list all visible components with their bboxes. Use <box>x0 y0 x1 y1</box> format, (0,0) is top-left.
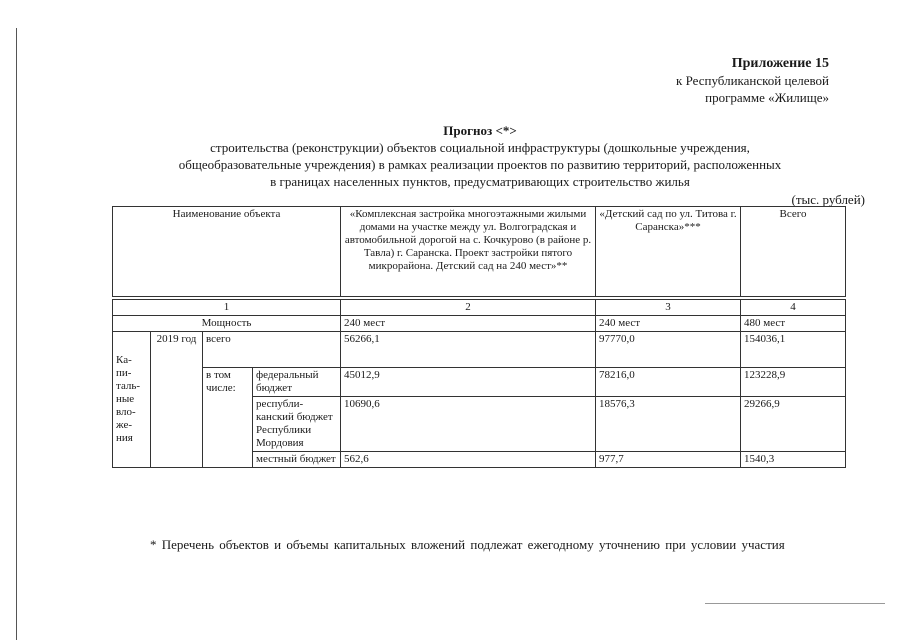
annex-line-1: к Республиканской целевой <box>676 73 829 88</box>
republic-value-2: 18576,3 <box>596 397 741 452</box>
federal-label: федеральный бюджет <box>253 368 341 397</box>
title-line-1: строительства (реконструкции) объектов социальной инфраструктуры (дошкольные учреждения, <box>210 140 750 155</box>
federal-row <box>113 368 846 397</box>
section-label: Ка-пи-таль-ные вло-же-ния <box>113 332 151 468</box>
capacity-row <box>113 316 846 332</box>
scan-edge-line-bottom <box>705 603 885 604</box>
forecast-table <box>112 206 846 468</box>
capacity-value-3: 480 мест <box>741 316 846 332</box>
title-heading: Прогноз <*> <box>443 123 517 138</box>
footnote: * Перечень объектов и объемы капитальных вложений подлежат ежегодному уточнению при условии участия <box>150 537 785 552</box>
title-line-3: в границах населенных пунктов, предусматривающих строительство жилья <box>270 174 690 189</box>
header-row <box>113 207 846 297</box>
capacity-value-2: 240 мест <box>596 316 741 332</box>
col-number-2: 2 <box>341 300 596 316</box>
total-row <box>113 332 846 368</box>
local-value-2: 977,7 <box>596 452 741 468</box>
scan-edge-line <box>16 28 17 640</box>
header-object-1: «Комплексная застройка многоэтажными жилыми домами на участке между ул. Волгоградская и автомобильной дорогой на с. Кочкурово (в районе р. Тавла) г. Саранска. Проект застройки пятого микрорайона. Детский сад на 240 мест»** <box>341 207 596 297</box>
local-value-1: 562,6 <box>341 452 596 468</box>
document-title <box>120 122 840 190</box>
capacity-value-1: 240 мест <box>341 316 596 332</box>
col-number-4: 4 <box>741 300 846 316</box>
header-total: Всего <box>741 207 846 297</box>
header-object-2: «Детский сад по ул. Титова г. Саранска»*** <box>596 207 741 297</box>
col-number-1: 1 <box>113 300 341 316</box>
total-label: всего <box>203 332 341 368</box>
annex-line-2: программе «Жилище» <box>705 90 829 105</box>
including-label: в том числе: <box>203 368 253 468</box>
total-value-2: 97770,0 <box>596 332 741 368</box>
title-line-2: общеобразовательные учреждения) в рамках реализации проектов по развитию территорий, расположенных <box>178 157 782 172</box>
capacity-label: Мощность <box>113 316 341 332</box>
annex-header <box>676 55 829 106</box>
total-value-1: 56266,1 <box>341 332 596 368</box>
header-name: Наименование объекта <box>113 207 341 297</box>
federal-value-3: 123228,9 <box>741 368 846 397</box>
total-value-3: 154036,1 <box>741 332 846 368</box>
republic-value-3: 29266,9 <box>741 397 846 452</box>
republic-value-1: 10690,6 <box>341 397 596 452</box>
number-row <box>113 300 846 316</box>
republic-label: республи-канский бюджет Республики Мордовия <box>253 397 341 452</box>
federal-value-2: 78216,0 <box>596 368 741 397</box>
federal-value-1: 45012,9 <box>341 368 596 397</box>
local-label: местный бюджет <box>253 452 341 468</box>
annex-heading: Приложение 15 <box>731 56 829 71</box>
local-value-3: 1540,3 <box>741 452 846 468</box>
year-label: 2019 год <box>151 332 203 468</box>
units-label: (тыс. рублей) <box>791 192 865 207</box>
col-number-3: 3 <box>596 300 741 316</box>
